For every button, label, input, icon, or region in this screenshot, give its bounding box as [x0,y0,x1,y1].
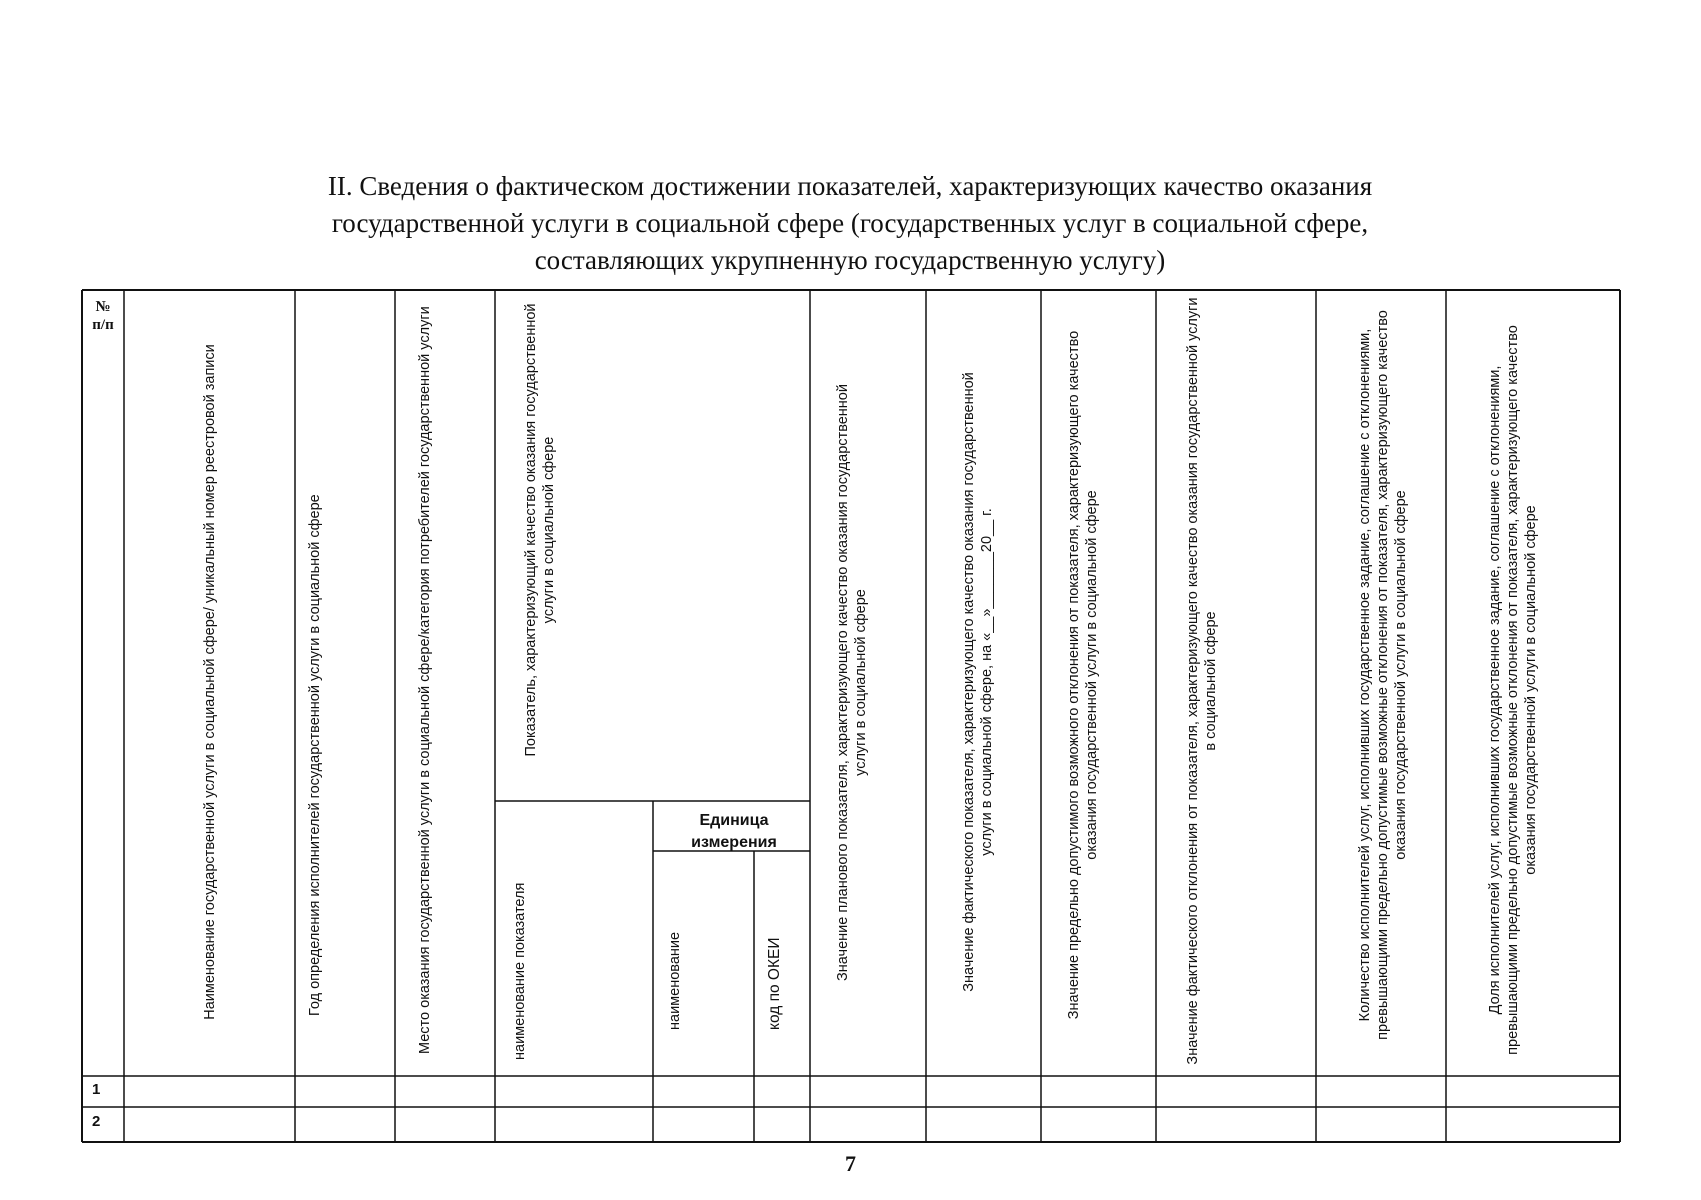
col-year-text: Год определения исполнителей государственной услуги в социальной сфере [307,494,323,1016]
col-unit-code-header [760,890,790,1030]
col-unit-group-header: Единица измерения [691,812,777,851]
col-place-line-2: государственной услуги [417,306,433,468]
col-number-header: № п/п [92,299,114,333]
col-actual-line-1: Значение фактического показателя, характеризующего качество оказания [961,489,977,992]
col-executors-share-header [1458,325,1568,1055]
col-actual-line-2: государственной услуги в социальной сфере, [961,372,995,856]
col-actual-line-3: на «__»_______20__ г. [979,508,995,661]
col-actual-dev-line-1: Значение фактического отклонения от показателя, характеризующего качество оказания [1185,462,1201,1065]
col-planned-header [822,370,882,995]
col-indicator-name-header [505,820,535,1060]
col-count-line-4: в социальной сфере [1393,490,1409,630]
title-line-3: составляющих укрупненную государственную услугу) [534,245,1166,275]
table-row-2-number: 2 [92,1113,101,1130]
col-indicator-line-1: Показатель, характеризующий качество оказания [523,420,539,757]
col-allowed-line-2: характеризующего качество оказания государственной услуги в социальной сфере [1066,330,1100,860]
col-year-header [295,290,335,1076]
col-allowed-line-1: Значение предельно допустимого возможного отклонения от показателя, [1066,524,1082,1020]
col-indicator-name-text: наименование показателя [512,882,528,1060]
col-service-line-2: уникальный номер реестровой записи [201,344,218,604]
col-planned-line-2: государственной услуги в социальной сфере [835,384,869,776]
col-actual-dev-line-2: государственной услуги в социальной сфере [1185,297,1219,751]
col-share-line-1: Доля исполнителей услуг, исполнивших государственное задание, соглашение [1487,480,1503,1015]
col-share-line-3: от показателя, характеризующего качество оказания государственной услуги [1505,325,1539,875]
col-share-line-2: с отклонениями, превышающими предельно допустимые возможные отклонения [1487,365,1521,1055]
col-planned-line-1: Значение планового показателя, характеризующего качество оказания [835,501,851,981]
col-place-line-1: Место оказания государственной услуги в социальной сфере/категория потребителей [417,471,433,1054]
col-unit-name-header [660,890,690,1030]
col-unit-name-text: наименование [667,931,683,1030]
col-service-line-1: Наименование государственной услуги в социальной сфере/ [201,607,218,1020]
title-line-2: государственной услуги в социальной сфере (государственных услуг в социальной сфере, [331,208,1369,238]
col-count-line-1: Количество исполнителей услуг, исполнивших государственное задание, соглашение [1357,443,1373,1022]
section-title [140,168,1560,279]
col-allowed-deviation-header [1053,320,1113,1030]
col-indicator-group-header [495,295,585,775]
col-share-line-4: в социальной сфере [1523,505,1539,645]
col-place-header [395,290,455,1064]
table-row-1-number: 1 [92,1081,101,1098]
col-executors-count-header [1328,295,1438,1055]
col-count-line-3: от показателя, характеризующего качество оказания государственной услуги [1375,310,1409,860]
page-number: 7 [845,1151,856,1176]
col-actual-deviation-header [1172,296,1232,1066]
title-line-1: II. Сведения о фактическом достижении показателей, характеризующих качество оказания [327,171,1373,201]
col-unit-code-text: код по ОКЕИ [766,937,783,1030]
col-count-line-2: с отклонениями, превышающими предельно допустимые возможные отклонения [1357,328,1391,1040]
col-service-header [124,294,295,1070]
col-actual-header [938,362,1018,1002]
col-indicator-line-2: государственной услуги в социальной сфере [523,303,557,624]
